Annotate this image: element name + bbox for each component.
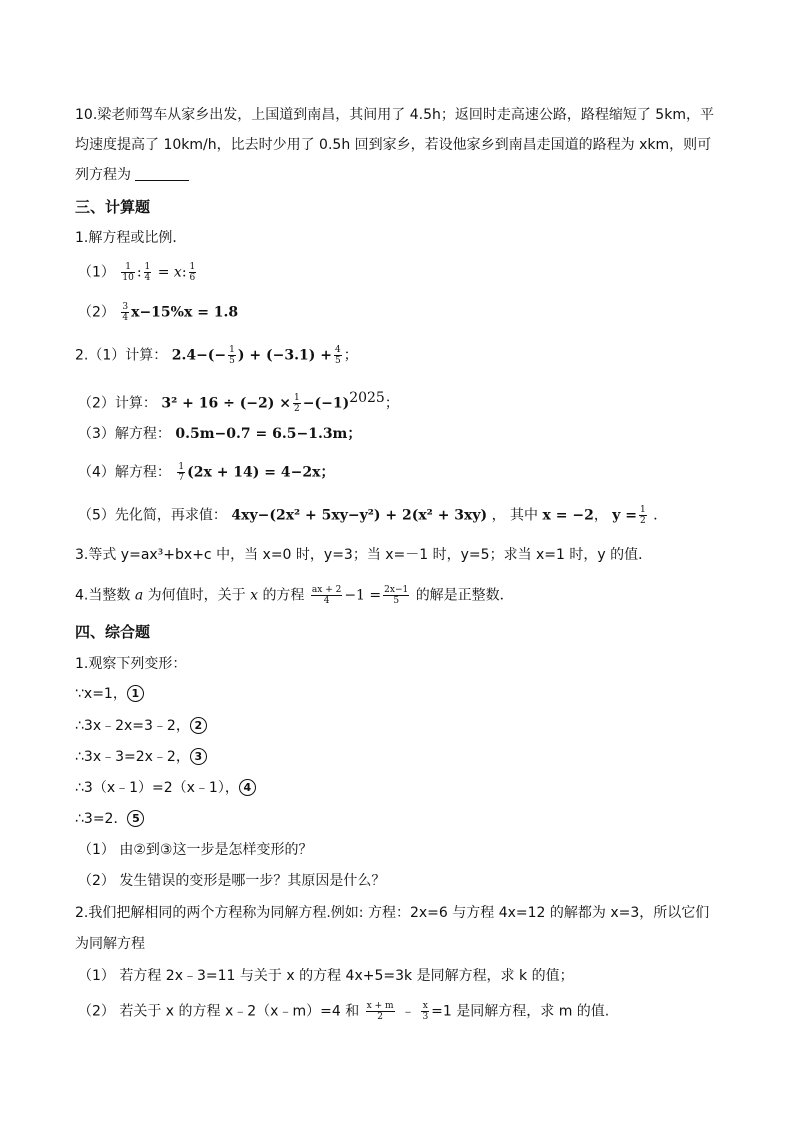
step-text: ∵x=1， bbox=[75, 686, 127, 702]
fraction-denominator: 3 bbox=[422, 1012, 429, 1022]
q10-line2: 均速度提高了 10km/h，比去时少用了 0.5h 回到家乡，若设他家乡到南昌走国道的路程为 xkm，则可 bbox=[75, 137, 712, 153]
fraction-1-10 bbox=[121, 262, 134, 283]
s4-p1-stem: 1.观察下列变形： bbox=[75, 656, 187, 672]
punctuation: ； bbox=[343, 347, 358, 364]
fraction-numerator: 1 bbox=[121, 262, 134, 273]
q10-line1: 10.梁老师驾车从家乡出发，上国道到南昌，其间用了 4.5h；返回时走高速公路，路程缩短了 5km，平 bbox=[75, 107, 714, 123]
q10-line3-text: 列方程为 bbox=[75, 167, 131, 183]
expr-part: ) + (−3.1) + bbox=[237, 347, 332, 364]
s3-p2-e-mid: ， 其中 bbox=[491, 507, 539, 524]
fraction-denominator: 2 bbox=[377, 1012, 383, 1022]
fraction-3-4 bbox=[121, 302, 129, 323]
s3-p4-t1: 4.当整数 bbox=[75, 587, 131, 604]
expr-part: y = bbox=[612, 507, 638, 524]
fraction-denominator: 10 bbox=[122, 273, 134, 283]
s3-p1-a bbox=[78, 262, 198, 283]
fraction-numerator: x + m bbox=[366, 1001, 394, 1011]
s3-p3: 3.等式 y=ax³+bx+c 中，当 x=0 时，y=3；当 x=－1 时，y=5；求当 x=1 时，y 的值． bbox=[75, 547, 653, 563]
circled-number: 2 bbox=[190, 717, 207, 734]
q10-line3 bbox=[75, 165, 189, 185]
equals-sign: = bbox=[157, 264, 174, 281]
expr-part: 0.5m−0.7 = 6.5−1.3m； bbox=[175, 426, 362, 442]
fraction-1-5 bbox=[228, 345, 236, 366]
fraction-1-6 bbox=[189, 262, 197, 283]
step-text: ∴3（x﹣1）=2（x﹣1）， bbox=[75, 780, 239, 796]
fraction-1-7 bbox=[177, 462, 185, 483]
s3-p2-c bbox=[78, 424, 361, 444]
s4-step-3 bbox=[75, 747, 207, 767]
fraction-numerator: ax + 2 bbox=[311, 585, 342, 595]
s3-p1-b-expr: x−15%x = 1.8 bbox=[131, 304, 239, 321]
fraction-numerator: x bbox=[422, 1001, 428, 1011]
fraction-denominator: 2 bbox=[640, 516, 646, 526]
fraction-numerator: 1 bbox=[229, 345, 235, 355]
circled-number: 1 bbox=[127, 685, 144, 702]
punctuation: ， bbox=[593, 507, 608, 524]
s4-p2-q2-b: ﹣ bbox=[400, 1003, 415, 1020]
section4-title: 四、综合题 bbox=[75, 623, 151, 641]
s4-p2-q2-a: （2） 若关于 x 的方程 x﹣2（x﹣m）=4 和 bbox=[78, 1003, 360, 1020]
circled-number: 5 bbox=[127, 810, 144, 827]
step-text: ∴3=2． bbox=[75, 811, 128, 827]
s4-step-5 bbox=[75, 809, 144, 829]
s3-p4-t4: 的解是正整数． bbox=[415, 587, 514, 604]
s3-p2-b-label: （2）计算： bbox=[78, 395, 157, 412]
fraction-numerator: 1 bbox=[178, 462, 185, 472]
fraction-numerator: 2x−1 bbox=[384, 585, 409, 595]
s4-step-2 bbox=[75, 716, 207, 736]
s3-p1-stem: 1.解方程或比例． bbox=[75, 230, 187, 246]
fraction-numerator: 1 bbox=[640, 505, 646, 515]
fraction-numerator: 1 bbox=[189, 262, 196, 272]
fraction-numerator: 1 bbox=[294, 393, 300, 404]
s3-p4-t2: 为何值时，关于 bbox=[147, 587, 246, 604]
expr-part: 3² + 16 ÷ (−2) × bbox=[161, 395, 292, 412]
fraction-denominator: 5 bbox=[393, 596, 400, 606]
s4-step-4 bbox=[75, 778, 256, 798]
fraction-denominator: 6 bbox=[189, 273, 196, 283]
s4-p2-q2-c: =1 是同解方程，求 m 的值. bbox=[431, 1003, 610, 1020]
s3-p2-a bbox=[75, 345, 358, 366]
fraction-1-2 bbox=[293, 393, 301, 414]
s3-p1-a-label: （1） bbox=[78, 264, 115, 281]
fraction-denominator: 5 bbox=[229, 356, 235, 366]
ratio-colon: : bbox=[181, 264, 187, 281]
s4-p2-line1: 2.我们把解相同的两个方程称为同解方程.例如: 方程：2x=6 与方程 4x=12 的解都为 x=3，所以它们 bbox=[75, 905, 710, 921]
s3-p2-b bbox=[78, 388, 399, 414]
fraction-xm-2 bbox=[366, 1001, 395, 1022]
s3-p1-b bbox=[78, 302, 238, 323]
s3-p2-e bbox=[78, 505, 667, 526]
step-text: ∴3x﹣3=2x﹣2， bbox=[75, 749, 190, 765]
punctuation: ； bbox=[384, 395, 399, 412]
fraction-numerator: 4 bbox=[334, 345, 341, 355]
s4-p2-q1: （1） 若方程 2x﹣3=11 与关于 x 的方程 4x+5=3k 是同解方程，求 k 的值； bbox=[78, 968, 574, 984]
expr-part: x = −2 bbox=[542, 507, 594, 524]
s3-p2-d-label: （4）解方程： bbox=[78, 464, 171, 481]
expr-part: 2.4−(− bbox=[171, 347, 227, 364]
expr-part: 4xy−(2x² + 5xy−y²) + 2(x² + 3xy) bbox=[231, 507, 488, 524]
fraction-4-5 bbox=[334, 345, 342, 366]
fraction-denominator: 7 bbox=[178, 473, 185, 483]
fraction-numerator: 3 bbox=[122, 302, 129, 312]
step-text: ∴3x﹣2x=3﹣2， bbox=[75, 718, 190, 734]
s4-p1-q2: （2） 发生错误的变形是哪一步？其原因是什么？ bbox=[78, 873, 386, 889]
s3-p4-t3: 的方程 bbox=[262, 587, 305, 604]
ratio-colon: : bbox=[136, 264, 142, 281]
expr-part: −1 = bbox=[344, 587, 382, 604]
variable-x: x bbox=[173, 264, 182, 281]
fraction-denominator: 5 bbox=[334, 356, 341, 366]
s3-p2-e-label: （5）先化简，再求值： bbox=[78, 507, 227, 524]
answer-blank bbox=[135, 166, 189, 181]
expr-part: −(−1) bbox=[302, 395, 350, 412]
s3-p2-c-label: （3）解方程： bbox=[78, 426, 171, 442]
variable-x: x bbox=[250, 587, 258, 604]
exponent: 2025 bbox=[349, 390, 385, 406]
fraction-1-2 bbox=[639, 505, 647, 526]
s3-p2-a-label: 2.（1）计算： bbox=[75, 347, 168, 364]
s3-p2-d bbox=[78, 462, 334, 483]
fraction-denominator: 4 bbox=[122, 313, 129, 323]
circled-number: 4 bbox=[239, 779, 256, 796]
fraction-2x1-5 bbox=[383, 585, 409, 606]
s4-p1-q1: （1） 由②到③这一步是怎样变形的？ bbox=[78, 842, 313, 858]
s4-step-1 bbox=[75, 684, 144, 704]
fraction-denominator: 2 bbox=[294, 404, 300, 415]
expr-part: (2x + 14) = 4−2x； bbox=[187, 464, 335, 481]
s3-p1-b-label: （2） bbox=[78, 304, 115, 321]
fraction-denominator: 4 bbox=[144, 273, 151, 283]
punctuation: ． bbox=[653, 507, 668, 524]
circled-number: 3 bbox=[190, 748, 207, 765]
s3-p4 bbox=[75, 585, 514, 606]
fraction-ax2-4 bbox=[311, 585, 342, 606]
s4-p2-line2: 为同解方程 bbox=[75, 936, 145, 952]
fraction-x-3 bbox=[421, 1001, 429, 1022]
s4-p2-q2 bbox=[78, 1001, 609, 1022]
fraction-denominator: 4 bbox=[323, 596, 330, 606]
variable-a: a bbox=[134, 587, 144, 604]
fraction-numerator: 1 bbox=[144, 262, 151, 272]
section3-title: 三、计算题 bbox=[75, 198, 151, 216]
fraction-1-4 bbox=[144, 262, 152, 283]
